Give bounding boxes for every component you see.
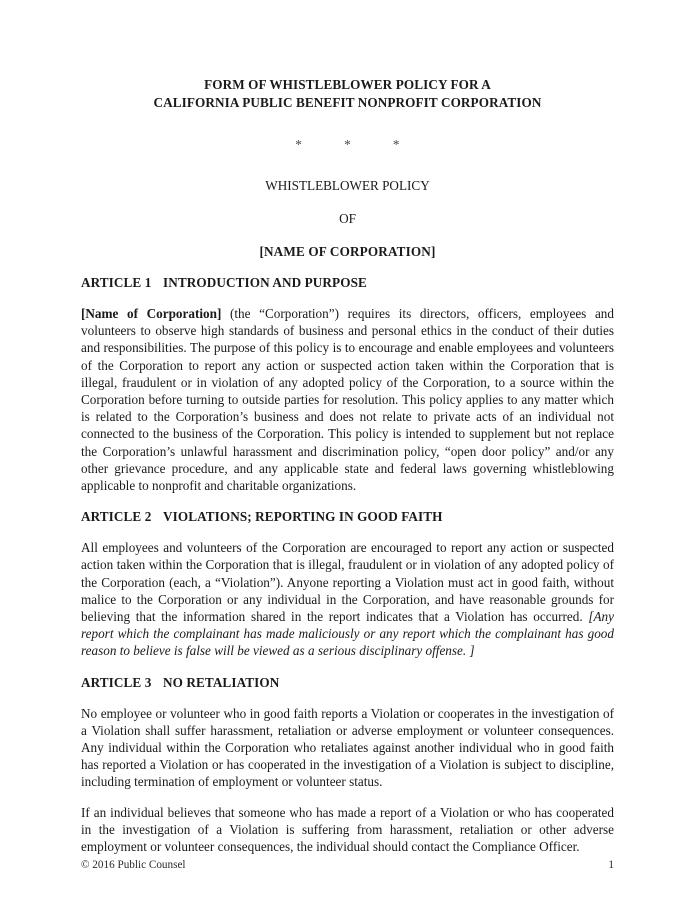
article-2-title: VIOLATIONS; REPORTING IN GOOD FAITH <box>163 509 443 525</box>
corporation-name-placeholder: [NAME OF CORPORATION] <box>259 244 436 259</box>
article-1-heading <box>81 274 614 291</box>
footer-copyright: © 2016 Public Counsel <box>81 859 186 871</box>
article-1-paragraph-1 <box>81 305 614 494</box>
article-1-title: INTRODUCTION AND PURPOSE <box>163 275 367 290</box>
footer-page-number: 1 <box>608 859 614 871</box>
article-1-number: ARTICLE 1 <box>81 275 152 290</box>
document-title <box>81 76 614 111</box>
article-1-paragraph-1-text: (the “Corporation”) requires its directors, officers, employees and volunteers to observe high standards of business and personal ethics in the conduct of their duties and responsibilities. The purpose of this policy is to encourage and enable employees and volunteers of the Corporation to report any action or suspected action taken within the Corporation that is illegal, fraudulent or in violation of any adopted policy of the Corporation, to a source within the Corporation before turning to outside parties for resolution. This policy applies to any matter which is related to the Corporation’s business and does not relate to private acts of an individual not connected to the business of the Corporation. This policy is intended to supplement but not replace the Corporation’s unlawful harassment and discrimination policy, “open door policy” and/or any other grievance procedure, and any applicable state and federal laws governing whistleblowing applicable to nonprofit and charitable organizations. <box>81 306 614 494</box>
article-1-lead-bold: [Name of Corporation] <box>81 306 222 321</box>
separator-asterisk-1: * <box>295 137 303 152</box>
article-2-heading <box>81 508 614 525</box>
article-3-title: NO RETALIATION <box>163 674 280 690</box>
page-footer <box>81 858 614 872</box>
separator-asterisk-3: * <box>392 137 400 152</box>
document-title-line-1: FORM OF WHISTLEBLOWER POLICY FOR A <box>204 77 491 92</box>
document-body <box>81 76 614 855</box>
policy-subtitle-of: OF <box>339 211 356 226</box>
article-3-paragraph-2: If an individual believes that someone who has made a report of a Violation or who has cooperated in the investigation of a Violation is suffering from harassment, retaliation or other adverse employment or volunteer consequences, the individual should contact the Compliance Officer. <box>81 804 614 855</box>
article-2-paragraph-1-text: All employees and volunteers of the Corporation are encouraged to report any action or suspected action taken within the Corporation that is illegal, fraudulent or in violation of any adopted policy of the Corporation (each, a “Violation”). Anyone reporting a Violation must act in good faith, without malice to the Corporation or any individual in the Corporation, and have reasonable grounds for believing that the information shared in the report indicates that a Violation has occurred. <box>81 540 614 625</box>
article-2-drafting-note: [Any report which the complainant has made maliciously or any report which the complainant has good reason to believe is false will be viewed as a serious disciplinary offense. ] <box>81 609 614 659</box>
policy-subtitle: WHISTLEBLOWER POLICY <box>265 178 430 193</box>
article-2-paragraph-1 <box>81 539 614 659</box>
article-3-number: ARTICLE 3 <box>81 674 152 690</box>
article-2-number: ARTICLE 2 <box>81 509 152 525</box>
article-3-paragraph-1: No employee or volunteer who in good faith reports a Violation or cooperates in the investigation of a Violation shall suffer harassment, retaliation or adverse employment or volunteer consequences. Any individual within the Corporation who retaliates against another individual who in good faith has reported a Violation or has cooperated in the investigation of a Violation is subject to discipline, including termination of employment or volunteer status. <box>81 705 614 790</box>
document-title-line-2: CALIFORNIA PUBLIC BENEFIT NONPROFIT CORPORATION <box>153 94 542 110</box>
article-3-heading <box>81 674 614 691</box>
section-separator <box>81 136 614 153</box>
separator-asterisk-2: * <box>344 137 351 152</box>
